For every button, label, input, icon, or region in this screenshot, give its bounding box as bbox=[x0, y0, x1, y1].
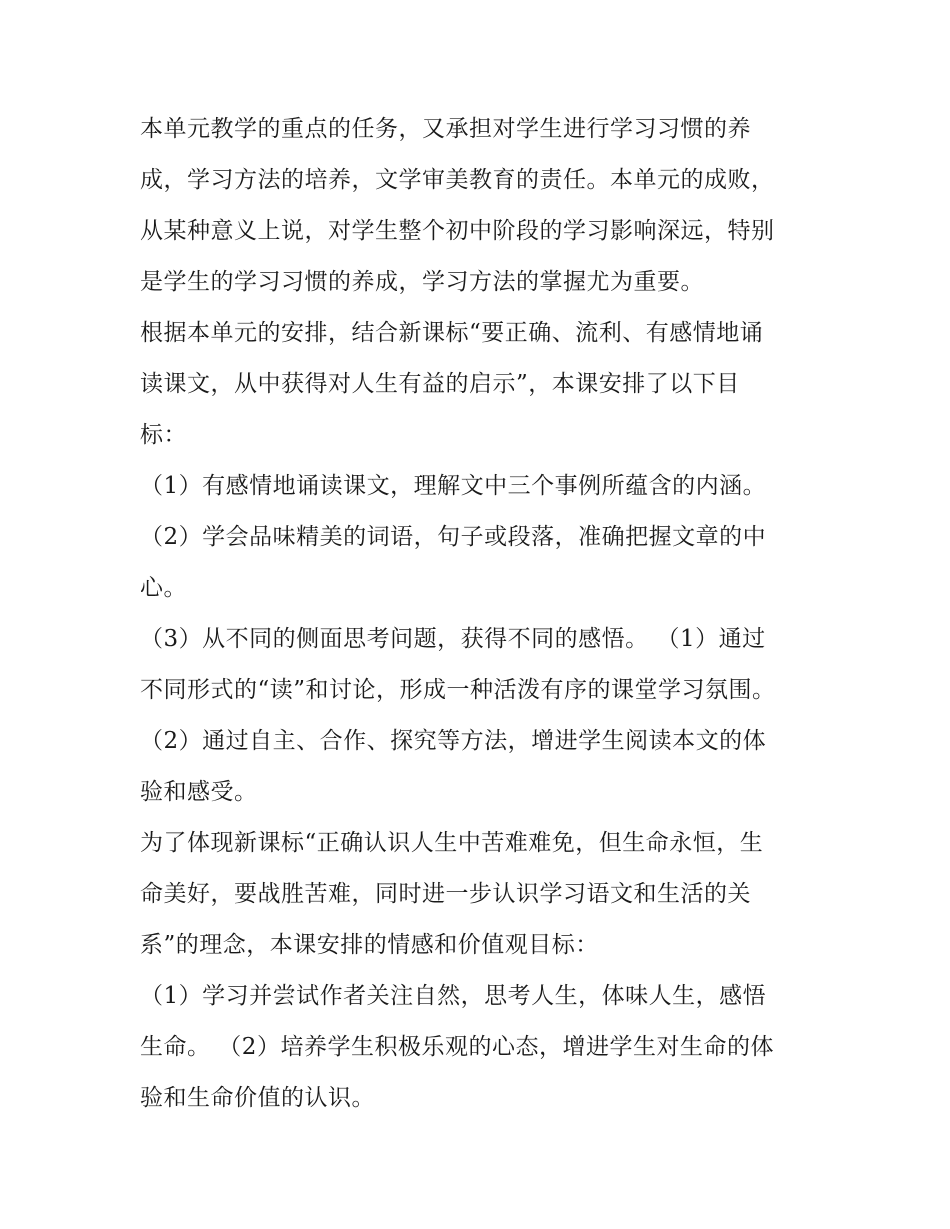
text-line: （2）学会品味精美的词语，句子或段落，准确把握文章的中 bbox=[140, 524, 767, 550]
text-line: （3）从不同的侧面思考问题，获得不同的感悟。 （1）通过 bbox=[140, 626, 766, 652]
text-line: 本单元教学的重点的任务，又承担对学生进行学习习惯的养 bbox=[140, 116, 751, 142]
text-line: 成，学习方法的培养，文学审美教育的责任。本单元的成败， bbox=[140, 167, 775, 193]
text-line: 不同形式的“读”和讨论，形成一种活泼有序的课堂学习氛围。 bbox=[140, 677, 776, 703]
text-line: 生命。 （2）培养学生积极乐观的心态，增进学生对生命的体 bbox=[140, 1034, 774, 1060]
text-line: 为了体现新课标“正确认识人生中苦难难免，但生命永恒，生 bbox=[140, 830, 764, 856]
text-line: （2）通过自主、合作、探究等方法，增进学生阅读本文的体 bbox=[140, 728, 767, 754]
text-line: 命美好，要战胜苦难，同时进一步认识学习语文和生活的关 bbox=[140, 881, 751, 907]
text-line: 验和生命价值的认识。 bbox=[140, 1085, 375, 1111]
text-line: 心。 bbox=[140, 575, 187, 601]
text-line: 系”的理念，本课安排的情感和价值观目标： bbox=[140, 932, 599, 958]
text-line: 读课文，从中获得对人生有益的启示”，本课安排了以下目 bbox=[140, 371, 740, 397]
text-line: 根据本单元的安排，结合新课标“要正确、流利、有感情地诵 bbox=[140, 320, 764, 346]
document-body bbox=[140, 104, 820, 1124]
text-line: 标： bbox=[140, 422, 187, 448]
text-line: 验和感受。 bbox=[140, 779, 258, 805]
text-line: 从某种意义上说，对学生整个初中阶段的学习影响深远，特别 bbox=[140, 218, 775, 244]
text-line: （1）有感情地诵读课文，理解文中三个事例所蕴含的内涵。 bbox=[140, 473, 767, 499]
text-line: 是学生的学习习惯的养成，学习方法的掌握尤为重要。 bbox=[140, 269, 704, 295]
text-line: （1）学习并尝试作者关注自然，思考人生，体味人生，感悟 bbox=[140, 983, 767, 1009]
